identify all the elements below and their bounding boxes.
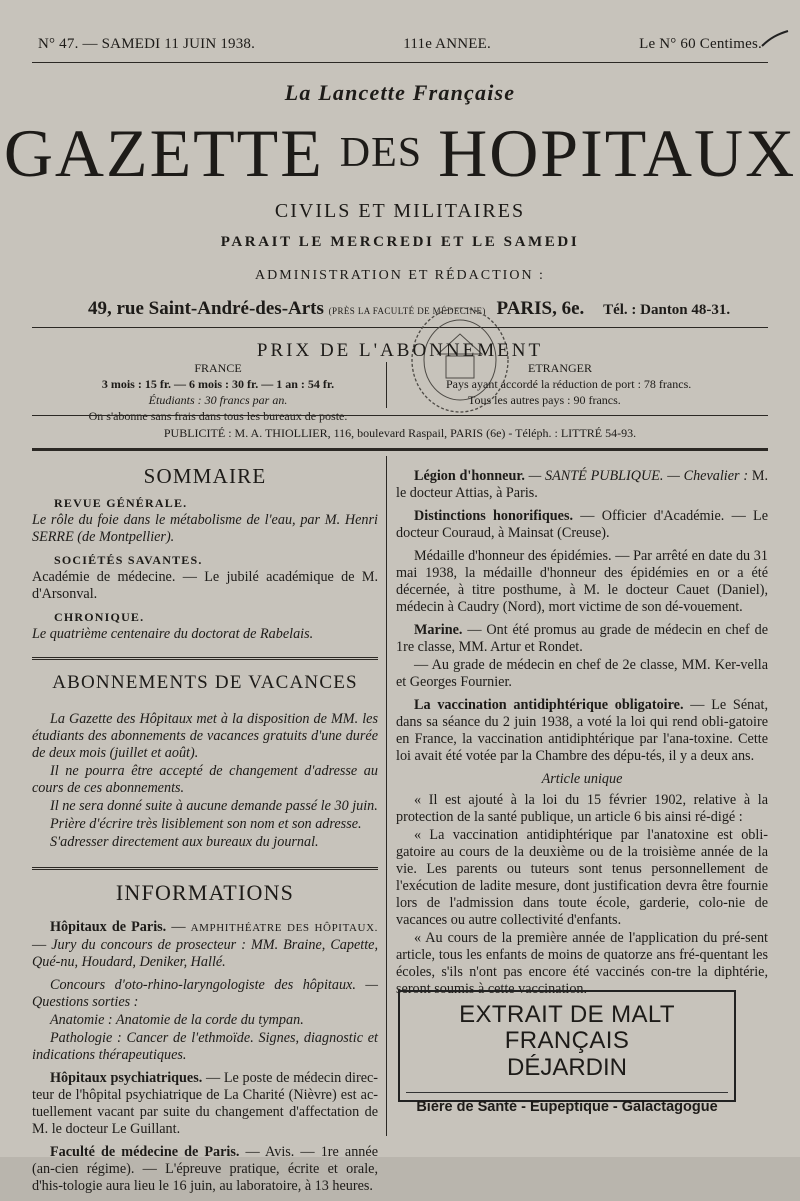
distinctions-text: — Officier d'Académie. — Le docteur Couraud, à Mainsat (Creuse). [396, 508, 768, 541]
informations-title: INFORMATIONS [115, 880, 295, 905]
legion-text: M. le docteur Attias, à Paris. [396, 468, 768, 501]
masthead-publication-days: PARAIT LE MERCREDI ET LE SAMEDI [220, 234, 580, 250]
info-anatomie: Anatomie : Anatomie de la corde du tympan. [50, 1012, 304, 1028]
sommaire-societes-text: Académie de médecine. — Le jubilé académique de M. d'Arsonval. [32, 569, 378, 602]
vacances-p3: Il ne sera donné suite à aucune demande passé le 30 juin. [50, 798, 378, 814]
vacances-rule [32, 867, 378, 870]
address-rule [32, 327, 768, 328]
marine-text-2: — Au grade de médecin en chef de 2e classe, MM. Ker-vella et Georges Fournier. [396, 657, 768, 690]
france-rates: 3 mois : 15 fr. — 6 mois : 30 fr. — 1 an : 54 fr. [101, 377, 335, 391]
publicite-line: PUBLICITÉ : M. A. THIOLLIER, 116, boulevard Raspail, PARIS (6e) - Téléph. : LITTRÉ 54-93. [163, 426, 637, 440]
sommaire-revue-label: REVUE GÉNÉRALE. [54, 496, 188, 510]
sommaire-title: SOMMAIRE [143, 464, 267, 488]
abonnement-title: PRIX DE L'ABONNEMENT [256, 340, 544, 361]
masthead-subtitle: La Lancette Française [284, 80, 516, 105]
france-students: Étudiants : 30 francs par an. [148, 393, 288, 407]
issue-price: Le N° 60 Centimes. [639, 36, 762, 52]
france-note: On s'abonne sans frais dans tous les bureaux de poste. [88, 409, 348, 423]
vaccination-lead: La vaccination antidiphtérique obligatoire. [414, 697, 684, 713]
issue-year: 111e ANNEE. [403, 36, 491, 52]
medaille-text: Médaille d'honneur des épidémies. — Par arrêté en date du 31 mai 1938, la médaille d'honneur des épidémies en or a été décernée, à titre posthume, à M. le docteur Cauet (Daniel), médecin à Caudry (Nord), mort victime de son dé-vouement. [396, 548, 768, 615]
address-telephone: Tél. : Danton 48-31. [603, 302, 731, 318]
vacances-p1: La Gazette des Hôpitaux met à la disposition de MM. les étudiants des abonnements de vacances gratuits d'une durée de deux mois (juillet et août). [32, 711, 378, 761]
article-p2: « La vaccination antidiphtérique par l'anatoxine est obli-gatoire au cours de la deuxième ou de la troisième année de la vie. Les parents ou tuteurs sont tenus personnellement de l'exécution de ladite mesure, dont justification devra être fournie lors de l'admission dans toute école, garderie, colo-nie de vacances ou autre collectivité d'enfants. [396, 827, 768, 928]
masthead-administration: ADMINISTRATION ET RÉDACTION : [255, 268, 545, 283]
info-hopitaux-lead: Hôpitaux de Paris. [50, 919, 167, 935]
sommaire-chronique-label: CHRONIQUE. [54, 610, 145, 624]
info-psychiatriques-text: — Le poste de médecin direc-teur de l'hôpital psychiatrique de La Charité (Nièvre) est ac-tuellement vacant par suite du changement d'affectation de M. le docteur Le Guillant. [32, 1070, 379, 1137]
info-concours: Concours d'oto-rhino-laryngologiste des hôpitaux. — Questions sorties : [32, 977, 378, 1010]
info-pathologie: Pathologie : Cancer de l'ethmoïde. Signes, diagnostic et indications thérapeutiques. [32, 1030, 378, 1063]
legion-sub: — SANTÉ PUBLIQUE. — Chevalier : [528, 468, 749, 484]
issue-number: N° 47. — SAMEDI 11 JUIN 1938. [38, 36, 256, 52]
info-faculte-text: — Avis. — 1re année (an-cien régime). — L'épreuve pratique, écrite et orale, d'his-tologie aura lieu le 16 juin, au laboratoire, à 13 heures. [32, 1144, 378, 1194]
vacances-p4: Prière d'écrire très lisiblement son nom et son adresse. [50, 816, 362, 832]
address-city: PARIS, 6e. [496, 298, 585, 319]
info-psychiatriques-lead: Hôpitaux psychiatriques. [50, 1070, 203, 1086]
advert-line-3: Bière de Santé - Eupeptique - Galactagogue [406, 1092, 728, 1115]
right-column [396, 468, 768, 1004]
pen-flourish-icon [760, 28, 790, 50]
address-note: (PRÈS LA FACULTÉ DE MÉDECINE) [328, 306, 486, 316]
marine-lead: Marine. [414, 622, 463, 638]
distinctions-lead: Distinctions honorifiques. [414, 508, 574, 524]
info-hopitaux-sub: AMPHITHÉATRE DES HÔPITAUX. [190, 922, 378, 934]
header-rule [32, 62, 768, 63]
masthead-hopitaux: HOPITAUX [438, 115, 797, 191]
sommaire-revue-text: Le rôle du foie dans le métabolisme de l'eau, par M. Henri SERRE (de Montpellier). [32, 512, 378, 545]
masthead-des: DES [339, 130, 423, 176]
masthead-title [3, 115, 797, 191]
sommaire-chronique-text: Le quatrième centenaire du doctorat de Rabelais. [32, 626, 314, 642]
vacances-p2: Il ne pourra être accepté de changement d'adresse au cours de ces abonnements. [32, 763, 378, 796]
column-divider [386, 456, 387, 1136]
etranger-rate-2: Tous les autres pays : 90 francs. [468, 393, 621, 407]
masthead-gazette: GAZETTE [3, 115, 324, 191]
article-title: Article unique [541, 771, 623, 787]
article-p1: « Il est ajouté à la loi du 15 février 1902, relative à la protection de la santé publique, un article 6 bis ainsi ré-digé : [396, 792, 768, 825]
abonnement-divider [386, 362, 387, 408]
address-street: 49, rue Saint-André-des-Arts [88, 298, 324, 319]
info-hopitaux-text: Jury du concours de prosecteur : MM. Braine, Capette, Qué-nu, Houdard, Deniker, Hallé. [32, 937, 378, 970]
abonnement-etranger [438, 360, 728, 408]
malt-advertisement [398, 990, 736, 1115]
legion-lead: Légion d'honneur. [414, 468, 525, 484]
left-column: SOMMAIRE REVUE GÉNÉRALE. Le rôle du foie dans le métabolisme de l'eau, par M. Henri SERRE (de Montpellier). SOCIÉTÉS SAVANTES. Académie de médecine. — Le jubilé académique de M. d'Arsonval. CHRONIQUE. Le quatrième centenaire du doctorat de Rabelais. ABONNEMENTS DE VACANCES La Gazette des Hôpitaux met à la disposition de MM. les étudiants des abonnements de vacances gratuits d'une durée de deux mois (juillet et août). Il ne pourra être accepté de changement d'adresse au cours de ces abonnements. Il ne sera donné suite à aucune demande passé le 30 juin. Prière d'écrire très lisiblement son nom et son adresse. S'adresser directement aux bureaux du journal. INFORMATIONS Hôpitaux de Paris. — AMPHITHÉATRE DES HÔPITAUX. — Jury du concours de prosecteur : MM. Braine, Capette, Qué-nu, Houdard, Deniker, Hallé. Concours d'oto-rhino-laryngologiste des hôpitaux. — Questions sorties : Anatomie : Anatomie de la corde du tympan. Pathologie : Cancer de l'ethmoïde. Signes, diagnostic et indications thérapeutiques. Hôpitaux psychiatriques. — Le poste de médecin direc-teur de l'hôpital psychiatrique de La Charité (Nièvre) est ac-tuellement vacant par suite du changement d'affectation de M. le docteur Le Guillant. Faculté de médecine de Paris. — Avis. — 1re année (an-cien régime). — L'épreuve pratique, écrite et orale, d'his-tologie aura lieu le 16 juin, au laboratoire, à 13 heures. [32, 464, 379, 1194]
vacances-title: ABONNEMENTS DE VACANCES [52, 672, 358, 693]
info-faculte-lead: Faculté de médecine de Paris. [50, 1144, 240, 1160]
article-p3: « Au cours de la première année de l'application du pré-sent article, tous les enfants de moins de quatorze ans fré-quentant les écoles, s'ils n'ont pas encore été vaccinés con-tre la diphtérie, seront soumis à cette vaccination. [396, 930, 768, 997]
issue-header [38, 36, 762, 60]
publicite-rule [32, 448, 768, 451]
advert-line-2: DÉJARDIN [506, 1054, 627, 1081]
vacances-p5: S'adresser directement aux bureaux du journal. [50, 834, 319, 850]
advert-line-1: EXTRAIT DE MALT FRANÇAIS [459, 1001, 675, 1054]
vaccination-text: — Le Sénat, dans sa séance du 2 juin 1938, a voté la loi qui rend obli-gatoire en France, la vaccination antidiphtérique par l'ana-toxine. Cette loi avait été votée par la Chambre des dépu-tés, il y a deux ans. [396, 697, 769, 764]
etranger-label: ETRANGER [528, 361, 592, 375]
france-label: FRANCE [194, 361, 242, 375]
marine-text: — Ont été promus au grade de médecin en chef de 1re classe, MM. Artur et Rondet. [396, 622, 768, 655]
etranger-rate-1: Pays ayant accordé la réduction de port : 78 francs. [446, 377, 692, 391]
masthead-civils: CIVILS ET MILITAIRES [274, 200, 526, 222]
abonnement-rule [32, 415, 768, 416]
sommaire-rule [32, 657, 378, 660]
sommaire-societes-label: SOCIÉTÉS SAVANTES. [54, 553, 203, 567]
